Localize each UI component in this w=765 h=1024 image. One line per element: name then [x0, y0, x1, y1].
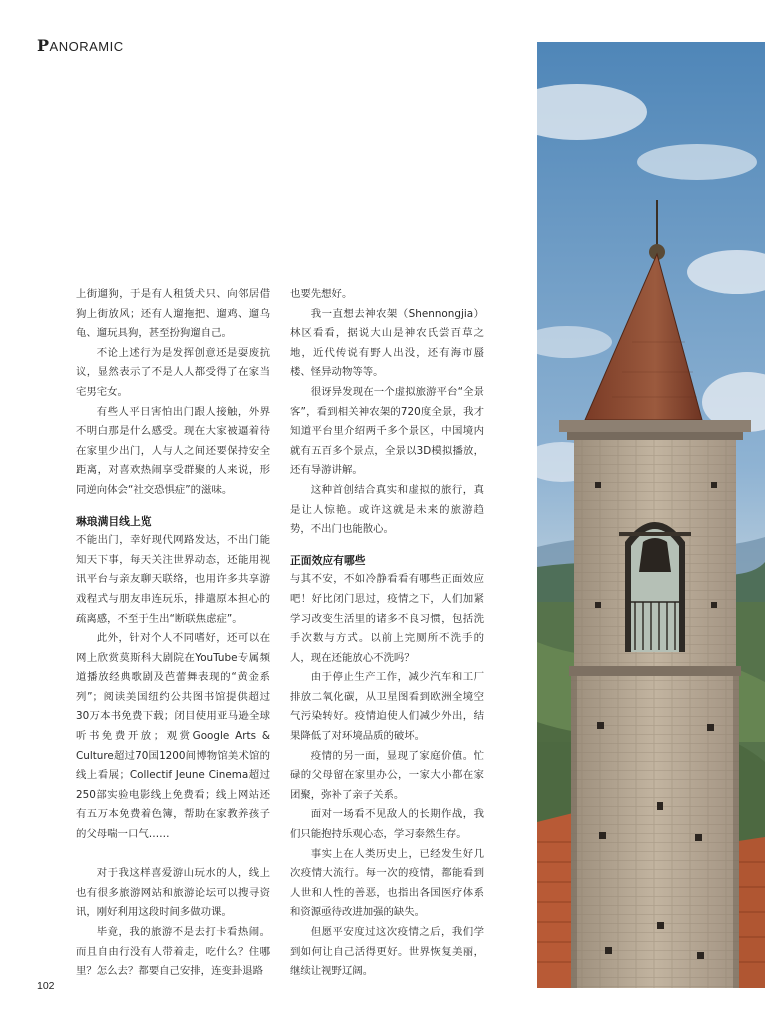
paragraph: 与其不安，不如冷静看看有哪些正面效应吧！好比闭门思过，疫情之下，人们加紧学习改变生活里的诸多不良习惯，包括洗手次数与方式。以前上完厕所不洗手的人，现在还能放心不洗吗？ [290, 573, 484, 664]
section-heading-online: 琳琅满目线上览 [76, 514, 152, 528]
page-number: 102 [37, 980, 55, 992]
paragraph: 事实上在人类历史上，已经发生好几次疫情大流行。每一次的疫情，都能看到人世和人性的善恶，也指出各国医疗体系和资源亟待改进加强的缺失。 [290, 847, 484, 919]
header-initial: P [37, 36, 50, 55]
paragraph: 但愿平安度过这次疫情之后，我们学到如何让自己活得更好。世界恢复美丽，继续让视野辽阔。 [290, 926, 484, 978]
paragraph: 不论上述行为是发挥创意还是耍废抗议，显然表示了不是人人都受得了在家当宅男宅女。 [76, 346, 270, 398]
paragraph: 此外，针对个人不同嗜好，还可以在网上欣赏莫斯科大剧院在YouTube专属频道播放经典歌剧及芭蕾舞表现的“黄金系列”；阅读美国纽约公共图书馆提供超过30万本书免费下载；闭目使用亚马逊全球听书免费开放；观赏Google Arts & Culture超过70国1200间博物馆美术馆的线上看展；Collectif Jeune Cinema超过250部实验电影线上免费看；线上网站还有五万本免费着色簿，帮助在家教养孩子的父母喘一口气…… [76, 632, 270, 841]
paragraph: 有些人平日害怕出门跟人接触，外界不明白那是什么感受。现在大家被逼着待在家里少出门，人与人之间还要保持安全距离，对喜欢热闹享受群聚的人来说，形同逆向体会“社交恐惧症”的滋味。 [76, 405, 270, 496]
bell-tower-illustration [537, 42, 765, 988]
paragraph: 很讶异发现在一个虚拟旅游平台“全景客”，看到相关神农架的720度全景，我才知道平台里介绍两千多个景区，中国境内就有五百多个景点，全景以3D模拟播放，还有导游讲解。 [290, 385, 484, 477]
paragraph: 不能出门，幸好现代网路发达，不出门能知天下事，每天关注世界动态，还能用视讯平台与亲友聊天联络，也用许多共享游戏程式与朋友串连玩乐，排遣原本担心的疏离感，不至于生出“断联焦虑症”。 [76, 534, 270, 625]
section-heading-positive: 正面效应有哪些 [290, 553, 366, 567]
paragraph: 由于停止生产工作，减少汽车和工厂排放二氧化碳，从卫星图看到欧洲全境空气污染转好。疫情迫使人们减少外出，结果降低了对环境品质的破坏。 [290, 671, 484, 743]
header-rest: ANORAMIC [49, 39, 124, 54]
paragraph: 这种首创结合真实和虚拟的旅行，真是让人惊艳。或许这就是未来的旅游趋势，不出门也能散心。 [290, 483, 484, 536]
magazine-section-header [37, 36, 124, 55]
paragraph: 对于我这样喜爱游山玩水的人，线上也有很多旅游网站和旅游论坛可以搜寻资讯，刚好利用这段时间多做功课。 [76, 867, 270, 919]
paragraph: 毕竟，我的旅游不是去打卡看热闹。而且自由行没有人带着走，吃什么？住哪里？怎么去？都要自己安排，连变卦退路 [76, 926, 270, 978]
text-column-right [290, 285, 484, 982]
paragraph: 面对一场看不见敌人的长期作战，我们只能抱持乐观心态，学习泰然生存。 [290, 808, 484, 841]
paragraph: 疫情的另一面，显现了家庭价值。忙碌的父母留在家里办公，一家大小都在家团聚，弥补了亲子关系。 [290, 749, 484, 801]
bell-tower-photo [537, 42, 765, 988]
text-column-left [76, 285, 270, 982]
paragraph: 上街遛狗，于是有人租赁犬只、向邻居借狗上街放风；还有人遛拖把、遛鸡、遛乌龟、遛玩具狗，甚至扮狗遛自己。 [76, 288, 270, 340]
paragraph: 也要先想好。 [290, 288, 353, 300]
paragraph: 我一直想去神农架（Shennongjia）林区看看，据说大山是神农氏尝百草之地，近代传说有野人出没，还有海市蜃楼、怪异动物等等。 [290, 307, 484, 379]
